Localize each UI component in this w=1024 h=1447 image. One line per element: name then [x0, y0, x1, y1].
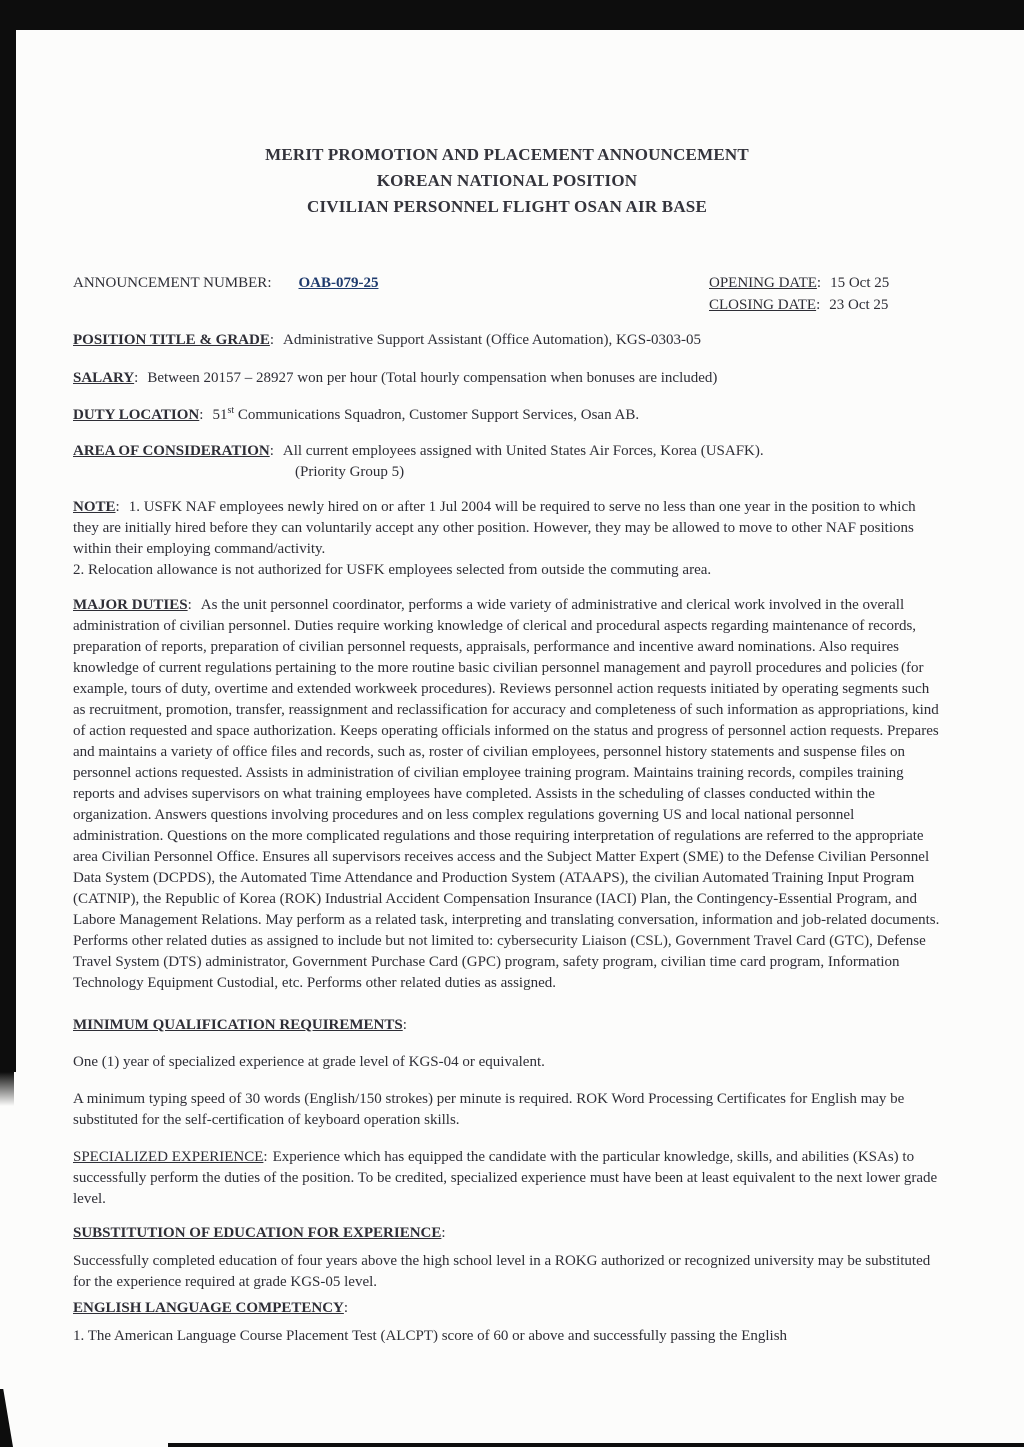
position-title-label: POSITION TITLE & GRADE	[73, 332, 270, 348]
area-label: AREA OF CONSIDERATION	[73, 443, 270, 459]
closing-date-row	[709, 294, 889, 316]
announcement-number-label: ANNOUNCEMENT NUMBER	[73, 275, 268, 291]
position-title-field	[73, 330, 941, 351]
salary-field	[73, 368, 941, 389]
duty-location-value	[212, 407, 639, 423]
colon: :	[263, 1149, 268, 1165]
colon: :	[816, 297, 821, 313]
major-duties-label: MAJOR DUTIES	[73, 597, 188, 613]
priority-group-note: (Priority Group 5)	[295, 464, 405, 480]
colon: :	[441, 1225, 446, 1241]
scan-artifact-left-border-fade	[0, 1072, 14, 1106]
salary-label: SALARY	[73, 370, 135, 386]
closing-date-label: CLOSING DATE	[709, 297, 817, 313]
announcement-number-field	[73, 272, 378, 294]
substitution-label: SUBSTITUTION OF EDUCATION FOR EXPERIENCE	[73, 1225, 442, 1241]
major-duties-text: As the unit personnel coordinator, performs a wide variety of administrative and clerical work involved in the overall administration of civilian personnel. Duties require working knowledge of clerical and procedural aspects regarding maintenance of records, preparation of reports, preparation of civilian personnel requests, appraisals, performance and incentive award nominations. Also requires knowledge of current regulations pertaining to the more routine basic civilian personnel management and payroll procedures and policies (for example, tours of duty, overtime and extended workweek procedures). Reviews personnel action requests initiated by operating segments such as recruitment, promotion, transfer, reassignment and reclassification for accuracy and completeness of such information as appropriations, kind of action requested and space authorization. Keeps operating officials informed on the status and progress of personnel action requests. Prepares and maintains a variety of office files and records, such as, roster of civilian employees, personnel history statements and suspense files on personnel actions requested. Assists in administration of civilian employee training program. Maintains training records, compiles training reports and advises supervisors on what training employees have completed. Assists in the scheduling of classes conducted within the organization. Answers questions involving procedures and on less complex regulations governing US and local national personnel administration. Questions on the more complicated regulations and those requiring interpretation of regulations are referred to the appropriate area Civilian Personnel Office. Ensures all supervisors receives access and the Subject Matter Expert (SME) to the Defense Civilian Personnel Data System (DCPDS), the Automated Time Attendance and Production System (ATAAPS), the civilian Automated Training Input Program (CATNIP), the Republic of Korea (ROK) Industrial Accident Compensation Insurance (IACI) Plan, the Contingency-Essential Program, and Labore Management Relations. May perform as a related task, interpreting and translating conversation, information and job-related documents. Performs other related duties as assigned to include but not limited to: cybersecurity Liaison (CSL), Government Travel Card (GTC), Defense Travel System (DTS) administrator, Government Purchase Card (GPC) program, safety program, civilian time card program, Information Technology Equipment Custodial, etc. Performs other related duties as assigned.	[73, 597, 940, 991]
min-qual-label: MINIMUM QUALIFICATION REQUIREMENTS	[73, 1017, 403, 1033]
announcement-number-link[interactable]: OAB-079-25	[298, 275, 379, 291]
scan-artifact-bottom-left	[0, 1389, 13, 1447]
substitution-paragraph: Successfully completed education of four years above the high school level in a ROKG authorized or recognized university may be substituted for the experience required at grade KGS-05 level.	[73, 1253, 931, 1290]
colon: :	[816, 275, 822, 291]
opening-date-value: 15 Oct 25	[830, 275, 890, 291]
duty-location-field	[73, 405, 941, 426]
min-qual-paragraph-2: A minimum typing speed of 30 words (English/150 strokes) per minute is required. ROK Word Processing Certificates for English may be substituted for the self-certification of keyboard operation skills.	[73, 1091, 905, 1128]
salary-value: Between 20157 – 28927 won per hour (Total hourly compensation when bonuses are included)	[147, 370, 718, 386]
duty-location-label: DUTY LOCATION	[73, 407, 200, 423]
duty-text: Communications Squadron, Customer Support Services, Osan AB.	[234, 407, 640, 423]
colon: :	[269, 443, 274, 459]
specialized-experience-text: Experience which has equipped the candidate with the particular knowledge, skills, and abilities (KSAs) to successfully perform the duties of the position. To be credited, specialized experience must have been at least equivalent to the next lower grade level.	[73, 1149, 938, 1207]
english-competency-heading	[73, 1298, 941, 1319]
note-text-1: 1. USFK NAF employees newly hired on or after 1 Jul 2004 will be required to serve no less than one year in the position to which they are initially hired before they can voluntarily accept any other position. However, they may be allowed to move to other NAF positions within their employing command/activity.	[73, 499, 916, 557]
english-competency-paragraph: 1. The American Language Course Placement Test (ALCPT) score of 60 or above and successfully passing the English	[73, 1328, 788, 1344]
dates-block	[709, 272, 889, 316]
scan-artifact-bottom-line	[168, 1443, 1024, 1447]
opening-date-label: OPENING DATE	[709, 275, 817, 291]
note-field	[73, 497, 941, 581]
min-qual-paragraph-1: One (1) year of specialized experience at grade level of KGS-04 or equivalent.	[73, 1054, 545, 1070]
title-line-3: CIVILIAN PERSONNEL FLIGHT OSAN AIR BASE	[306, 197, 707, 216]
colon: :	[267, 275, 272, 291]
note-text-2: 2. Relocation allowance is not authorized for USFK employees selected from outside the commuting area.	[73, 562, 712, 578]
position-title-value: Administrative Support Assistant (Office Automation), KGS-0303-05	[283, 332, 702, 348]
announcement-header-row	[73, 272, 941, 316]
duty-number: 51	[212, 407, 228, 423]
document-content	[73, 0, 941, 1347]
major-duties-field	[73, 595, 941, 994]
area-value: All current employees assigned with United States Air Forces, Korea (USAFK).	[282, 443, 764, 459]
colon: :	[402, 1017, 407, 1033]
colon: :	[115, 499, 120, 515]
document-title	[73, 142, 941, 220]
min-qual-heading	[73, 1015, 941, 1036]
closing-date-value: 23 Oct 25	[829, 297, 889, 313]
duty-ordinal-suffix: st	[227, 405, 235, 416]
title-line-1: MERIT PROMOTION AND PLACEMENT ANNOUNCEMENT	[265, 145, 749, 164]
specialized-experience-field	[73, 1147, 941, 1210]
title-line-2: KOREAN NATIONAL POSITION	[376, 171, 638, 190]
substitution-heading	[73, 1223, 941, 1244]
colon: :	[199, 407, 204, 423]
colon: :	[343, 1300, 349, 1316]
colon: :	[187, 597, 192, 613]
opening-date-row	[709, 272, 889, 294]
colon: :	[134, 370, 139, 386]
note-label: NOTE	[73, 499, 116, 515]
colon: :	[269, 332, 275, 348]
area-of-consideration-field	[73, 441, 941, 483]
scan-artifact-left-border	[0, 0, 16, 1072]
specialized-experience-label: SPECIALIZED EXPERIENCE	[73, 1149, 264, 1165]
english-competency-label: ENGLISH LANGUAGE COMPETENCY	[73, 1300, 344, 1316]
